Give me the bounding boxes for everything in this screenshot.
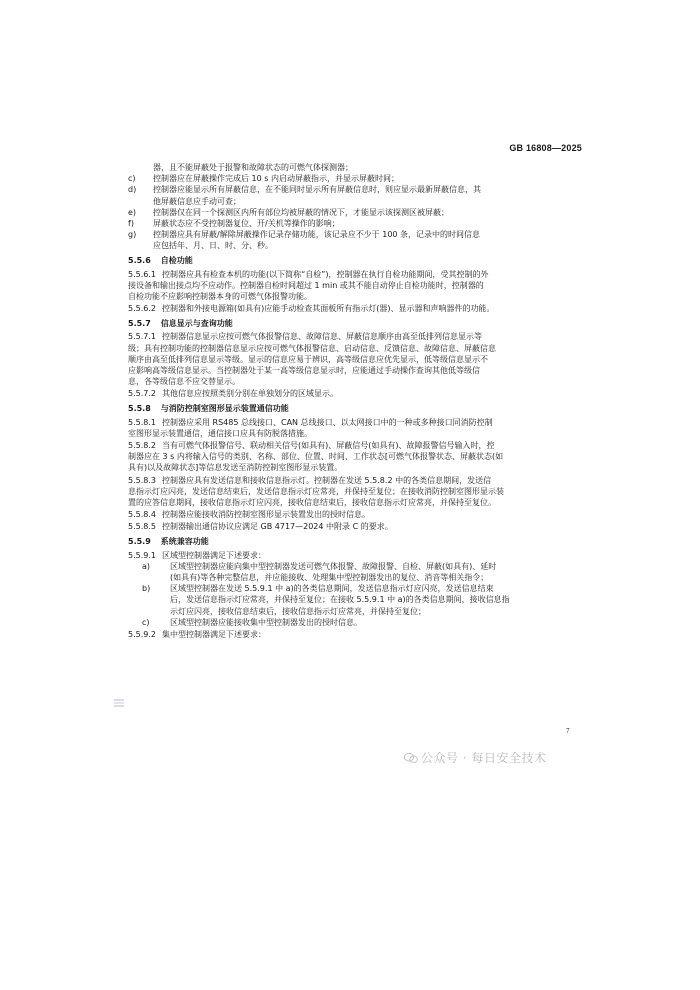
watermark-text: 公众号 · 每日安全技术: [421, 751, 547, 765]
line-marker: a): [142, 561, 151, 571]
clause-line: [128, 629, 584, 640]
line-text: 区域型控制器应能向集中型控制器发送可燃气体报警、故障报警、自检、屏蔽(如具有)、延时: [170, 561, 497, 571]
clause-continuation: [128, 354, 584, 365]
list-item: [128, 229, 584, 240]
clause-number: 5.5.9.2: [128, 630, 156, 640]
line-text: 集中型控制器满足下述要求：: [162, 630, 266, 640]
line-marker: f): [128, 219, 134, 229]
sub-list-item-continuation: [128, 594, 584, 605]
line-text: 控制器和外接电源箱(如具有)应能手动检查其面板所有指示灯(器)、显示器和声响器件的功能。: [162, 304, 495, 314]
line-text: 应影响高等级信息显示。当控制器处于某一高等级信息显示时，应能通过手动操作查询其他低等级信: [128, 366, 480, 376]
list-item: [128, 218, 584, 229]
clause-line: [128, 388, 584, 399]
line-marker: e): [128, 207, 137, 217]
page-number: 7: [566, 727, 570, 735]
clause-number: 5.5.8.5: [128, 522, 156, 532]
list-item-continuation: [128, 240, 584, 251]
clause-line: [128, 521, 584, 532]
sub-list-item: [128, 617, 584, 628]
clause-line: [128, 269, 584, 280]
section-number: 5.5.9: [128, 537, 151, 547]
line-text: 具有)以及故障状态]等信息发送至消防控制室图形显示装置。: [128, 463, 343, 473]
list-item-continuation: [128, 196, 584, 207]
clause-continuation: [128, 343, 584, 354]
line-text: 区域型控制器应能接收集中型控制器发出的授时信息。: [170, 617, 362, 627]
line-text: 他屏蔽信息应手动可查；: [153, 196, 241, 206]
line-marker: d): [128, 185, 137, 195]
clause-continuation: [128, 280, 584, 291]
line-text: 自检功能不应影响控制器本身的可燃气体报警功能。: [128, 292, 312, 302]
line-text: 级；具有控制功能的控制器信息显示应按可燃气体报警信息、启动信息、反馈信息、故障信息、屏蔽信息: [128, 343, 496, 353]
clause-number: 5.5.6.2: [128, 304, 156, 314]
clause-line: [128, 417, 584, 428]
line-text: 控制器仅在同一个探测区内所有部位均被屏蔽的情况下，才能显示该探测区被屏蔽；: [153, 207, 449, 217]
line-text: 其他信息应按照类别分别在单独划分的区域显示。: [162, 389, 338, 399]
clause-line: [128, 509, 584, 520]
clause-continuation: [128, 462, 584, 473]
section-heading: [128, 536, 584, 547]
clause-line: [128, 303, 584, 314]
clause-continuation: [128, 365, 584, 376]
line-text: 控制器应在屏蔽操作完成后 10 s 内启动屏蔽指示，并显示屏蔽时间；: [153, 174, 399, 184]
section-title: 与消防控制室图形显示装置通信功能: [160, 404, 289, 414]
clause-continuation: [128, 451, 584, 462]
line-text: 当有可燃气体报警信号、联动相关信号(如具有)、屏蔽信号(如具有)、故障报警信号输入时，控: [162, 441, 495, 451]
line-text: 示灯应闪亮，接收信息结束后，接收信息指示灯应常亮，并保持至复位；: [170, 606, 426, 616]
list-item: [128, 207, 584, 218]
line-text: 控制器应具有发送信息和接收信息指示灯。控制器在发送 5.5.8.2 中的各类信息期间，发送信: [162, 475, 492, 485]
clause-number: 5.5.8.4: [128, 510, 156, 520]
list-item-continuation: [128, 162, 584, 173]
section-heading: [128, 255, 584, 266]
watermark: [404, 749, 546, 766]
clause-number: 5.5.8.3: [128, 475, 156, 485]
margin-mark-icon: [114, 699, 124, 707]
clause-line: [128, 440, 584, 451]
section-heading: [128, 318, 584, 329]
line-marker: c): [128, 174, 136, 184]
line-text: 控制器输出通信协议应满足 GB 4717—2024 中附录 C 的要求。: [162, 522, 393, 532]
line-text: 置的应答信息期间，接收信息指示灯应闪亮，接收信息结束后，接收信息指示灯应常亮，并保持至复位。: [128, 498, 496, 508]
document-body: [128, 162, 584, 640]
section-heading: [128, 403, 584, 414]
section-number: 5.5.8: [128, 404, 151, 414]
clause-line: [128, 475, 584, 486]
clause-continuation: [128, 428, 584, 439]
line-text: 控制器应采用 RS485 总线接口、CAN 总线接口、以太网接口中的一种或多种接口同消防控制: [162, 417, 493, 427]
clause-continuation: [128, 376, 584, 387]
line-text: 制器应在 3 s 内将输入信号的类别、名称、部位、位置、时间、工作状态[可燃气体报警状态、屏蔽状态(如: [128, 452, 504, 462]
line-text: 室图形显示装置通信，通信接口应具有防脱落措施。: [128, 428, 312, 438]
line-text: 控制器信息显示应按可燃气体报警信息、故障信息、屏蔽信息顺序由高至低排列信息显示等: [162, 332, 482, 342]
line-text: 控制器应能显示所有屏蔽信息，在不能同时显示所有屏蔽信息时，则应显示最新屏蔽信息，其: [153, 185, 481, 195]
sub-list-item-continuation: [128, 606, 584, 617]
wechat-icon: [404, 753, 418, 763]
line-text: (如具有)等各种完整信息，并应能接收、处理集中型控制器发出的复位、消音等相关指令；: [170, 573, 489, 583]
clause-line: [128, 550, 584, 561]
clause-continuation: [128, 497, 584, 508]
line-text: 接设备和输出接点均不应动作。控制器自检时间超过 1 min 或其不能自动停止自检功能时，控制器的: [128, 280, 484, 290]
line-text: 控制器应具有屏蔽/解除屏蔽操作记录存储功能，该记录应不少于 100 条，记录中的时间信息: [153, 230, 481, 240]
section-number: 5.5.7: [128, 318, 151, 328]
clause-number: 5.5.6.1: [128, 269, 156, 279]
clause-number: 5.5.8.2: [128, 441, 156, 451]
line-text: 后，发送信息指示灯应常亮，并保持至复位；在接收 5.5.9.1 中 a)的各类信息期间，接收信息指: [170, 595, 510, 605]
clause-number: 5.5.8.1: [128, 417, 156, 427]
clause-number: 5.5.7.1: [128, 332, 156, 342]
line-text: 息，各等级信息不应交替显示。: [128, 377, 240, 387]
list-item: [128, 173, 584, 184]
clause-line: [128, 331, 584, 342]
line-text: 控制器应具有检查本机的功能(以下简称“自检”)，控制器在执行自检功能期间，受其控制的外: [162, 269, 489, 279]
list-item: [128, 184, 584, 195]
section-title: 自检功能: [160, 256, 193, 266]
sub-list-item-continuation: [128, 572, 584, 583]
clause-continuation: [128, 486, 584, 497]
line-marker: b): [142, 584, 151, 594]
line-text: 屏蔽状态应不受控制器复位、开/关机等操作的影响；: [153, 219, 340, 229]
standard-code: GB 16808—2025: [509, 143, 582, 153]
clause-continuation: [128, 291, 584, 302]
section-number: 5.5.6: [128, 256, 151, 266]
section-title: 系统兼容功能: [160, 537, 209, 547]
line-text: 顺序由高至低排列信息显示等级。显示的信息应易于辨识，高等级信息应优先显示，低等级信息显示不: [128, 354, 488, 364]
line-text: 器，且不能屏蔽处于报警和故障状态的可燃气体探测器；: [153, 163, 353, 172]
section-title: 信息显示与查询功能: [160, 318, 233, 328]
sub-list-item: [128, 583, 584, 594]
line-text: 区域型控制器满足下述要求：: [162, 550, 266, 560]
line-text: 区域型控制器在发送 5.5.9.1 中 a)的各类信息期间，发送信息指示灯应闪亮，发送信息结束: [170, 584, 494, 594]
sub-list-item: [128, 561, 584, 572]
line-text: 息指示灯应闪亮，发送信息结束后，发送信息指示灯应常亮，并保持至复位；在接收消防控制室图形显示装: [128, 486, 504, 496]
line-text: 控制器应能接收消防控制室图形显示装置发出的授时信息。: [162, 510, 370, 520]
clause-number: 5.5.9.1: [128, 550, 156, 560]
clause-number: 5.5.7.2: [128, 389, 156, 399]
line-marker: c): [142, 617, 150, 627]
line-marker: g): [128, 230, 137, 240]
line-text: 应包括年、月、日、时、分、秒。: [153, 241, 273, 251]
